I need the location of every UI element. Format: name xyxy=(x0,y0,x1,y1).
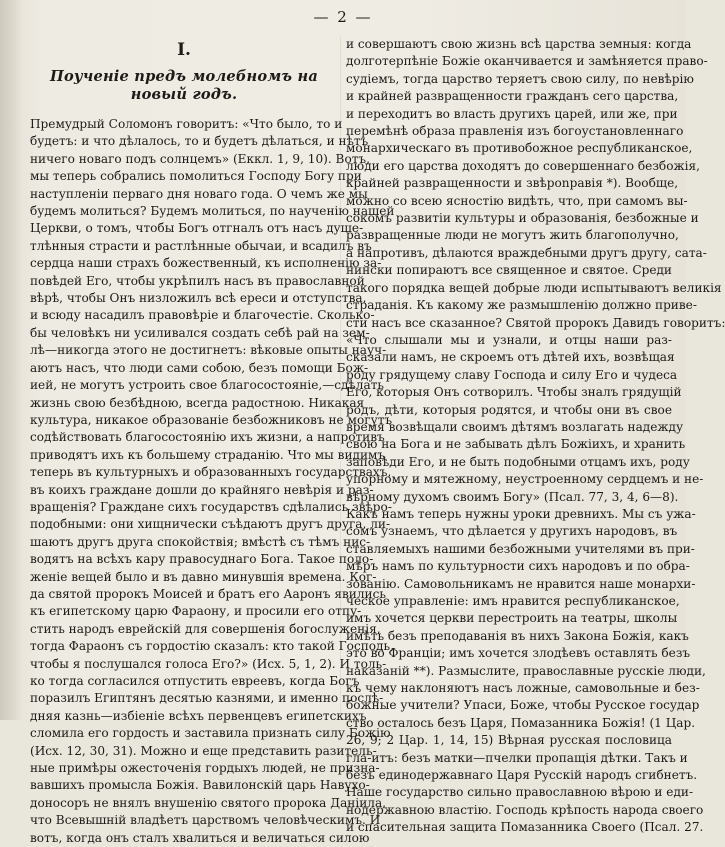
text-line: перемѣнѣ образа правленія изъ богоустановленнаго xyxy=(346,124,684,139)
text-line: что Всевышній владѣетъ царствомъ человѣческимъ. И xyxy=(30,813,381,828)
text-line: время возвѣщали своимъ дѣтямъ возлагать надежду xyxy=(346,419,684,434)
page-number: — 2 — xyxy=(313,8,373,26)
text-line: тогда Фараонъ съ гордостію сказалъ: кто такой Господь, xyxy=(30,639,394,654)
text-line: люди его царства доходятъ до совершеннаго безбожія, xyxy=(346,158,700,173)
text-line: ко тогда согласился отпустить евреевъ, когда Богъ xyxy=(30,674,360,688)
text-line: ческое управленіе: имъ нравится республиканское, xyxy=(346,594,680,608)
text-line: 26, 9; 2 Цар. 1, 14, 15) Вѣрная русская пословица xyxy=(346,733,672,748)
text-line: вавшихъ промысла Божія. Вавилонскій царь Навухо- xyxy=(30,778,370,793)
text-line: дняя казнь—избіеніе всѣхъ первенцевъ египетскихъ xyxy=(30,708,367,723)
text-line: Какъ намъ теперь нужны уроки древнихъ. Мы съ ужа- xyxy=(346,506,696,521)
text-line: приводятъ ихъ къ большему страданію. Что мы видимъ xyxy=(30,447,386,462)
text-line: Церкви, о томъ, чтобы Богъ отгналъ отъ насъ душе- xyxy=(30,221,364,236)
text-line: Его, которыя Онъ сотворилъ. Чтобы зналъ грядущій xyxy=(346,385,682,400)
text-line: мѣръ намъ по культурности сихъ народовъ и по обра- xyxy=(346,559,690,574)
text-line: можно со всею ясностію видѣть, что, при самомъ вы- xyxy=(346,193,688,208)
text-line: сти насъ все сказанное? Святой пророкъ Давидъ говоритъ: xyxy=(346,315,725,330)
text-line: «Что слышали мы и узнали, и отцы наши раз- xyxy=(346,332,672,347)
text-line: судіемъ, тогда царство теряетъ свою силу, по невѣрію xyxy=(346,71,694,86)
text-line: ставляемыхъ нашими безбожными учителями въ при- xyxy=(346,541,695,556)
text-line: вѣрѣ, чтобы Онъ низложилъ всѣ ереси и отступства, xyxy=(30,291,367,306)
text-line: сомъ узнаемъ, что дѣлается у другихъ народовъ, въ xyxy=(346,524,678,539)
text-line: мы теперь собрались помолиться Господу Богу при xyxy=(30,169,362,184)
text-line: и крайней развращенности гражданъ сего царства, xyxy=(346,89,679,104)
text-line: развращенные люди не могутъ жить благополучно, xyxy=(346,228,679,243)
text-line: ство осталось безъ Царя, Помазанника Божія! (1 Цар. xyxy=(346,715,696,730)
text-line: лѣ—никогда этого не достигнетъ: вѣковые опыты науч- xyxy=(30,343,387,358)
text-line: бы человѣкъ ни усиливался создать себѣ рай на зем- xyxy=(30,325,370,340)
text-line: доносоръ не внялъ внушенію святого пророка Даніила, xyxy=(30,795,387,810)
text-line: свою на Бога и не забывать дѣлъ Божіихъ, и хранить xyxy=(346,437,686,452)
text-line: страданія. Къ какому же размышленію должно приве- xyxy=(346,298,697,313)
text-line: такого порядка вещей добрые люди испытываютъ великія xyxy=(346,280,722,295)
text-line: божные учители? Упаси, Боже, чтобы Русское государ xyxy=(346,698,700,713)
text-line: безъ единодержавнаго Царя Русскій народъ сгибнетъ. xyxy=(346,768,698,783)
text-line: теперь въ культурныхъ и образованныхъ государствахъ, xyxy=(30,465,392,480)
text-line: стить народъ еврейскій для совершенія богослуженія, xyxy=(30,621,381,636)
text-line: къ чему наклоняютъ насъ ложные, самовольные и без- xyxy=(346,681,700,696)
text-line: наказаній **). Размыслите, православные русскіе люди, xyxy=(346,663,706,678)
text-line: подобными: они хищнически съѣдаютъ другъ друга, ли- xyxy=(30,517,391,532)
text-line: вѣрному духомъ своимъ Богу» (Псал. 77, 3, 4, 6—8). xyxy=(346,489,679,504)
text-line: женіе вещей было и въ давно минувшія времена. Ког- xyxy=(30,569,377,584)
text-line: ничего новаго подъ солнцемъ» (Еккл. 1, 9, 10). Вотъ, xyxy=(30,151,370,166)
text-line: аютъ насъ, что люди сами собою, безъ помощи Бож- xyxy=(30,360,369,375)
text-line: заповѣди Его, и не быть подобными отцамъ ихъ, роду xyxy=(346,454,690,469)
text-line: въ коихъ граждане дошли до крайняго невѣрія и раз- xyxy=(30,482,374,497)
text-line: чтобы я послушался голоса Его?» (Исх. 5, 1, 2). И толь- xyxy=(30,656,387,671)
text-line: родъ, дѣти, которыя родятся, и чтобы они въ свое xyxy=(346,402,672,417)
text-line: жизнь свою безбѣдною, всегда радостною. Никакая xyxy=(30,395,365,410)
text-line: ные примѣры ожесточенія гордыхъ людей, не призна- xyxy=(30,761,380,776)
text-line: наступленіи перваго дня новаго года. О чемъ же мы xyxy=(30,186,368,201)
text-line: шаютъ другъ друга спокойствія; вмѣстѣ съ тѣмъ нис- xyxy=(30,534,371,549)
text-line: будемъ молиться? Будемъ молиться, по наученію нашей xyxy=(30,204,395,219)
text-line: сказали намъ, не скроемъ отъ дѣтей ихъ, возвѣщая xyxy=(346,350,675,365)
left-column xyxy=(30,40,395,847)
text-line: упорному и мятежному, неустроенному сердцемъ и не- xyxy=(346,472,704,487)
text-line: и всюду насадилъ правовѣріе и благочестіе. Сколько- xyxy=(30,308,375,323)
text-line: а напротивъ, дѣлаются враждебными другъ другу, сата- xyxy=(346,245,707,260)
text-line: крайней развращенности и звѣрonравія *). Вообще, xyxy=(346,176,679,191)
text-line: и спасительная защита Помазанника Своего (Псал. 27. xyxy=(346,820,704,835)
text-line: содѣйствовать благосостоянію ихъ жизни, а напротивъ xyxy=(30,430,385,445)
text-line: гла-итъ: безъ матки—пчелки пропащія дѣтки. Такъ и xyxy=(346,750,688,765)
article-number: I. xyxy=(177,40,191,60)
text-line: сердца наши страхъ божественный, къ исполненію за- xyxy=(30,256,382,271)
text-line: водятъ на всѣхъ кару правосуднаго Бога. Такое поло- xyxy=(30,552,374,567)
text-line: сокомъ развитіи культуры и образованія, безбожные и xyxy=(346,211,699,226)
text-line: (Исх. 12, 30, 31). Можно и еще представить разитель- xyxy=(30,743,377,758)
text-line: имъ хочется церкви перестроить на театры, школы xyxy=(346,611,678,626)
text-line: Премудрый Соломонъ говоритъ: «Что было, то и xyxy=(30,117,343,131)
text-line: имѣть безъ преподаванія въ нихъ Закона Божія, какъ xyxy=(346,628,689,643)
text-line: да святой пророкъ Моисей и братъ его Ааронъ явились xyxy=(30,586,386,601)
text-line: тлѣнныя страсти и растлѣнные обычаи, и всадилъ въ xyxy=(30,238,372,253)
text-line: зованію. Самовольникамъ не нравится наше монархи- xyxy=(346,576,696,591)
text-line: вотъ, когда онъ сталъ хвалиться и величаться силою xyxy=(30,830,370,845)
right-column-text xyxy=(346,36,725,837)
text-line: будетъ: и что дѣлалось, то и будетъ дѣлаться, и нѣтъ xyxy=(30,134,369,149)
text-line: и переходитъ во власть другихъ царей, или же, при xyxy=(346,106,678,121)
article-title: Поученіе предъ молебномъ на новый годъ. xyxy=(49,68,318,103)
text-line: культура, никакое образованіе безбожниковъ не могутъ xyxy=(30,412,393,427)
text-line: поразилъ Египтянъ десятью казнями, и именно послѣ- xyxy=(30,691,384,706)
text-line: повѣдей Его, чтобы укрѣпилъ насъ въ православной xyxy=(30,273,365,288)
text-line: и совершаютъ свою жизнь всѣ царства земныя: когда xyxy=(346,37,692,51)
page-fold-shadow xyxy=(0,0,22,720)
text-line: долготерпѣніе Божіе оканчивается и замѣняется право- xyxy=(346,54,708,69)
text-line: Наше государство сильно православною вѣрою и еди- xyxy=(346,785,694,800)
left-column-text xyxy=(30,116,395,847)
text-line: ией, не могутъ устроить свое благосостояніе,—сдѣлать xyxy=(30,378,384,393)
text-line: нински попираютъ все священное и святое. Среди xyxy=(346,263,672,278)
text-line: вращенія? Граждане сихъ государствъ сдѣлались звѣро- xyxy=(30,499,392,514)
text-line: роду грядущему славу Господа и силу Его и чудеса xyxy=(346,367,678,382)
text-line: нодержавною властію. Господь крѣпость народа своего xyxy=(346,802,704,817)
text-line: сломила его гордость и заставила признать силу Божію xyxy=(30,726,391,741)
right-column xyxy=(346,36,725,837)
text-line: монархическаго въ противобожное республиканское, xyxy=(346,141,693,156)
text-line: это во Франціи; имъ хочется злодѣевъ оставлять безъ xyxy=(346,646,691,661)
text-line: къ египетскому царю Фараону, и просили его отпу- xyxy=(30,604,362,619)
